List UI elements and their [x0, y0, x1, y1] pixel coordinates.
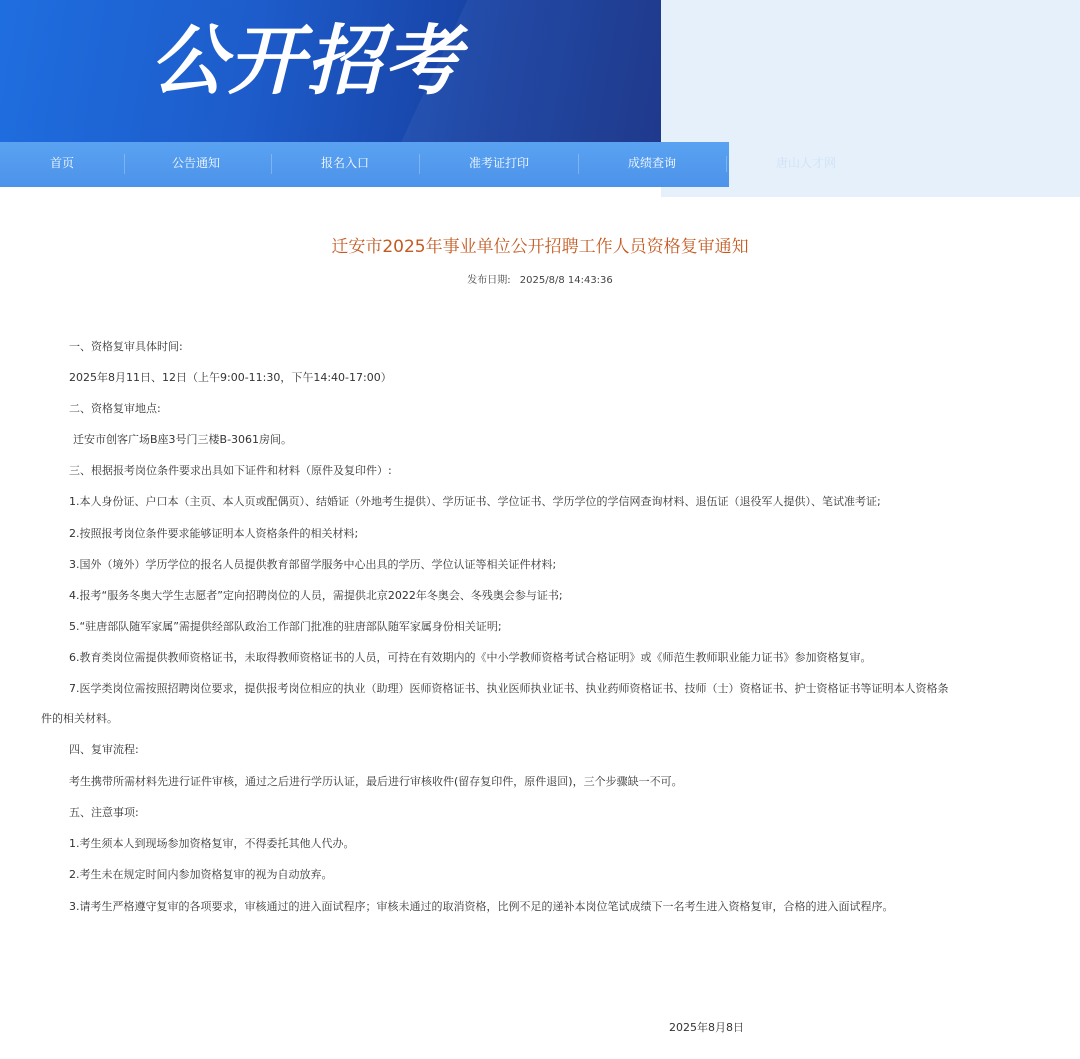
- nav-item-admission-ticket[interactable]: 准考证打印: [468, 156, 529, 170]
- nav-item-registration[interactable]: 报名入口: [320, 156, 369, 170]
- nav-item-home[interactable]: 首页: [49, 156, 74, 170]
- section-heading-process: 四、复审流程:: [69, 743, 139, 756]
- paragraph-note-1: 1.考生须本人到现场参加资格复审，不得委托其他人代办。: [69, 837, 355, 850]
- paragraph-material-7: 7.医学类岗位需按照招聘岗位要求，提供报考岗位相应的执业（助理）医师资格证书、执业医师执业证书、执业药师资格证书、技师（士）资格证书、护士资格证书等证明本人资格条: [69, 682, 949, 695]
- paragraph-material-2: 2.按照报考岗位条件要求能够证明本人资格条件的相关材料;: [69, 527, 359, 540]
- publish-date-line: [0, 272, 1080, 290]
- paragraph-material-5: 5.“驻唐部队随军家属”需提供经部队政治工作部门批准的驻唐部队随军家属身份相关证明;: [69, 620, 502, 633]
- paragraph-note-3: 3.请考生严格遵守复审的各项要求，审核通过的进入面试程序；审核未通过的取消资格，比例不足的递补本岗位笔试成绩下一名考生进入资格复审，合格的进入面试程序。: [69, 900, 894, 913]
- paragraph-time: 2025年8月11日、12日（上午9:00-11:30，下午14:40-17:00）: [69, 371, 392, 384]
- nav-divider: [419, 154, 420, 174]
- nav-item-tangshan-talent[interactable]: 唐山人才网: [775, 156, 836, 170]
- paragraph-material-3: 3.国外（境外）学历学位的报名人员提供教育部留学服务中心出具的学历、学位认证等相关证件材料;: [69, 558, 557, 571]
- nav-item-score-query[interactable]: 成绩查询: [627, 156, 676, 170]
- paragraph-location: 迁安市创客广场B座3号门三楼B-3061房间。: [73, 433, 293, 446]
- nav-item-notices[interactable]: 公告通知: [171, 156, 220, 170]
- paragraph-note-2: 2.考生未在规定时间内参加资格复审的视为自动放弃。: [69, 868, 333, 881]
- header-banner: [0, 0, 661, 142]
- paragraph-material-6: 6.教育类岗位需提供教师资格证书，未取得教师资格证书的人员，可持在有效期内的《中小学教师资格考试合格证明》或《师范生教师职业能力证书》参加资格复审。: [69, 651, 872, 664]
- section-heading-location: 二、资格复审地点:: [69, 402, 161, 415]
- nav-divider: [271, 154, 272, 174]
- paragraph-material-1: 1.本人身份证、户口本（主页、本人页或配偶页）、结婚证（外地考生提供）、学历证书、学位证书、学历学位的学信网查询材料、退伍证（退役军人提供）、笔试准考证;: [69, 495, 881, 508]
- section-heading-notes: 五、注意事项:: [69, 806, 139, 819]
- signature-date: 2025年8月8日: [669, 1021, 744, 1034]
- nav-divider: [124, 154, 125, 174]
- banner-title: 公开招考: [150, 16, 462, 105]
- nav-divider: [726, 156, 727, 172]
- publish-date-label: 发布日期:: [467, 275, 511, 286]
- paragraph-material-4: 4.报考“服务冬奥大学生志愿者”定向招聘岗位的人员，需提供北京2022年冬奥会、冬残奥会参与证书;: [69, 589, 563, 602]
- section-heading-time: 一、资格复审具体时间:: [69, 340, 183, 353]
- publish-date-value: 2025/8/8 14:43:36: [519, 275, 613, 286]
- paragraph-material-7-cont: 件的相关材料。: [41, 712, 118, 725]
- article-title: 迁安市2025年事业单位公开招聘工作人员资格复审通知: [331, 237, 749, 257]
- main-nav: [0, 142, 729, 187]
- section-heading-materials: 三、根据报考岗位条件要求出具如下证件和材料（原件及复印件）:: [69, 464, 392, 477]
- nav-divider: [578, 154, 579, 174]
- paragraph-process: 考生携带所需材料先进行证件审核，通过之后进行学历认证，最后进行审核收件(留存复印件，原件退回)，三个步骤缺一不可。: [69, 775, 683, 788]
